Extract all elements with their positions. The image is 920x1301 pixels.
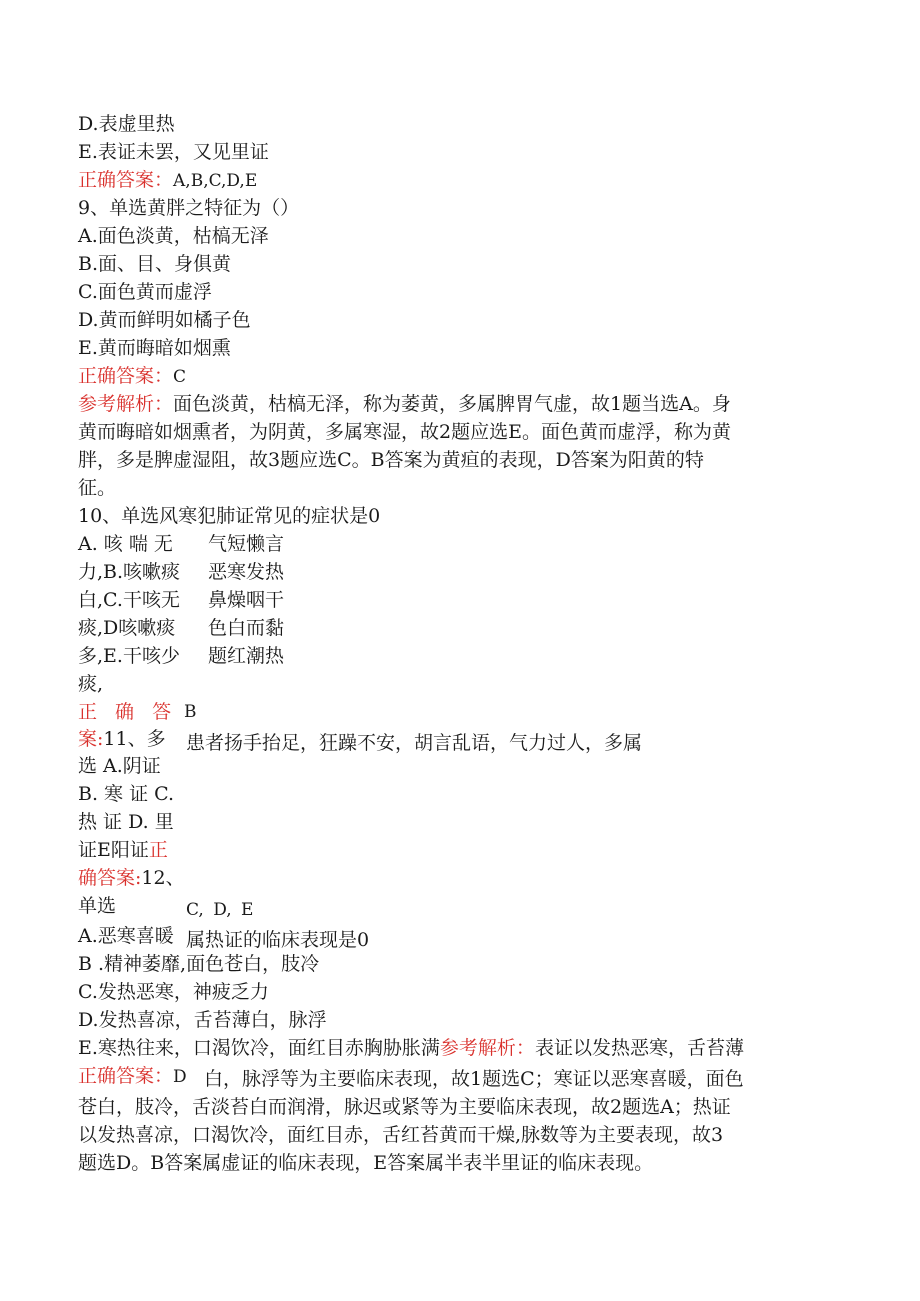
q12-option-d: D.发热喜凉，舌苔薄白，脉浮 — [78, 1009, 327, 1031]
q10-answer-label: 正 确 答 — [78, 701, 178, 723]
q12-analysis-line-3: 以发热喜凉，口渴饮冷，面红目赤，舌红苔黄而干燥,脉数等为主要表现，故3 — [78, 1124, 724, 1146]
analysis-label: 参考解析： — [439, 1037, 535, 1059]
q11-line-4-text: 证E阳证 — [78, 839, 149, 861]
q11-answer-label: 正 — [148, 839, 168, 861]
q10-left-2: 力,B.咳嗽痰 — [78, 561, 181, 583]
q11-line-3: 热 证 D. 里 — [78, 811, 174, 833]
q10-left-4: 痰,D咳嗽痰 — [78, 617, 176, 639]
q12-option-a: A.恶寒喜暖 — [78, 925, 174, 947]
answer-label: 正确答案： — [78, 1065, 174, 1087]
q8-answer: A,B,C,D,E — [173, 171, 258, 191]
q11-head — [78, 725, 166, 753]
q10-answer-label-cont: 案: — [78, 728, 104, 750]
q10-right-1: 气短懒言 — [208, 533, 285, 555]
q11-line-4 — [78, 836, 168, 864]
q8-option-d: D.表虚里热 — [78, 113, 175, 135]
q10-left-1: A. 咳 喘 无 — [78, 533, 173, 555]
q10-right-5: 题红潮热 — [208, 645, 285, 667]
q10-right-2: 恶寒发热 — [208, 561, 285, 583]
q9-analysis-line-2: 黄而晦暗如烟熏者，为阴黄，多属寒湿，故2题应选E。面色黄而虚浮，称为黄 — [78, 421, 731, 443]
q11-title: 患者扬手抬足，狂躁不安，胡言乱语，气力过人，多属 — [186, 732, 643, 754]
analysis-label: 参考解析： — [78, 393, 174, 415]
q9-option-e: E.黄而晦暗如烟熏 — [78, 337, 231, 359]
q12-answer: D — [173, 1067, 187, 1087]
q10-left-3: 白,C.干咳无 — [78, 589, 180, 611]
q11-answer: C, D, E — [186, 900, 254, 920]
q9-analysis-text: 面色淡黄，枯槁无泽，称为萎黄，多属脾胃气虚，故1题当选A。身 — [173, 393, 731, 415]
q12-analysis-first: 表证以发热恶寒，舌苔薄 — [534, 1037, 744, 1059]
q9-option-a: A.面色淡黄，枯槁无泽 — [78, 225, 269, 247]
q12-option-e: E.寒热往来，口渴饮冷，面红目赤胸胁胀满 — [78, 1037, 440, 1059]
q12-answer-line — [78, 1062, 187, 1091]
q12-title: 属热证的临床表现是0 — [186, 929, 370, 951]
q9-analysis-line-1 — [78, 390, 731, 418]
q9-answer-line — [78, 362, 186, 391]
q9-option-c: C.面色黄而虚浮 — [78, 281, 212, 303]
q11-line-1: 选 A.阴证 — [78, 755, 161, 777]
q10-left-5: 多,E.干咳少 — [78, 645, 180, 667]
q9-analysis-line-3: 胖，多是脾虚湿阻，故3题应选C。B答案为黄疸的表现，D答案为阳黄的特 — [78, 449, 704, 471]
q9-analysis-line-4: 征。 — [78, 477, 117, 499]
q10-right-3: 鼻燥咽干 — [208, 589, 285, 611]
q11-number: 11、多 — [103, 728, 166, 750]
q8-answer-line — [78, 166, 257, 195]
q12-option-b: B .精神萎靡,面色苍白，肢冷 — [78, 953, 320, 975]
q8-option-e: E.表证未罢，又见里证 — [78, 141, 269, 163]
q11-answer-line — [78, 864, 185, 892]
q12-option-c: C.发热恶寒，神疲乏力 — [78, 981, 269, 1003]
answer-label: 正确答案： — [78, 169, 174, 191]
q9-option-b: B.面、目、身俱黄 — [78, 253, 232, 275]
q11-answer-label-cont: 确答案: — [78, 867, 142, 889]
q12-type: 单选 — [78, 895, 117, 917]
q10-answer: B — [184, 702, 197, 722]
q10-title: 10、单选风寒犯肺证常见的症状是0 — [78, 505, 381, 527]
answer-label: 正确答案： — [78, 365, 174, 387]
q12-analysis-line-4: 题选D。B答案属虚证的临床表现，E答案属半表半里证的临床表现。 — [78, 1152, 654, 1174]
q12-option-e-line — [78, 1034, 744, 1062]
q12-number: 12、 — [141, 867, 185, 889]
q10-left-6: 痰, — [78, 673, 104, 695]
q12-analysis-line-1: 白，脉浮等为主要临床表现，故1题选C；寒证以恶寒喜暖，面色 — [204, 1068, 744, 1090]
q12-analysis-line-2: 苍白，肢冷，舌淡苔白而润滑，脉迟或紧等为主要临床表现，故2题选A；热证 — [78, 1096, 731, 1118]
q11-line-2: B. 寒 证 C. — [78, 783, 175, 805]
q10-right-4: 色白而黏 — [208, 617, 285, 639]
q9-title: 9、单选黄胖之特征为（） — [78, 197, 300, 219]
q9-answer: C — [173, 367, 187, 387]
q9-option-d: D.黄而鲜明如橘子色 — [78, 309, 251, 331]
